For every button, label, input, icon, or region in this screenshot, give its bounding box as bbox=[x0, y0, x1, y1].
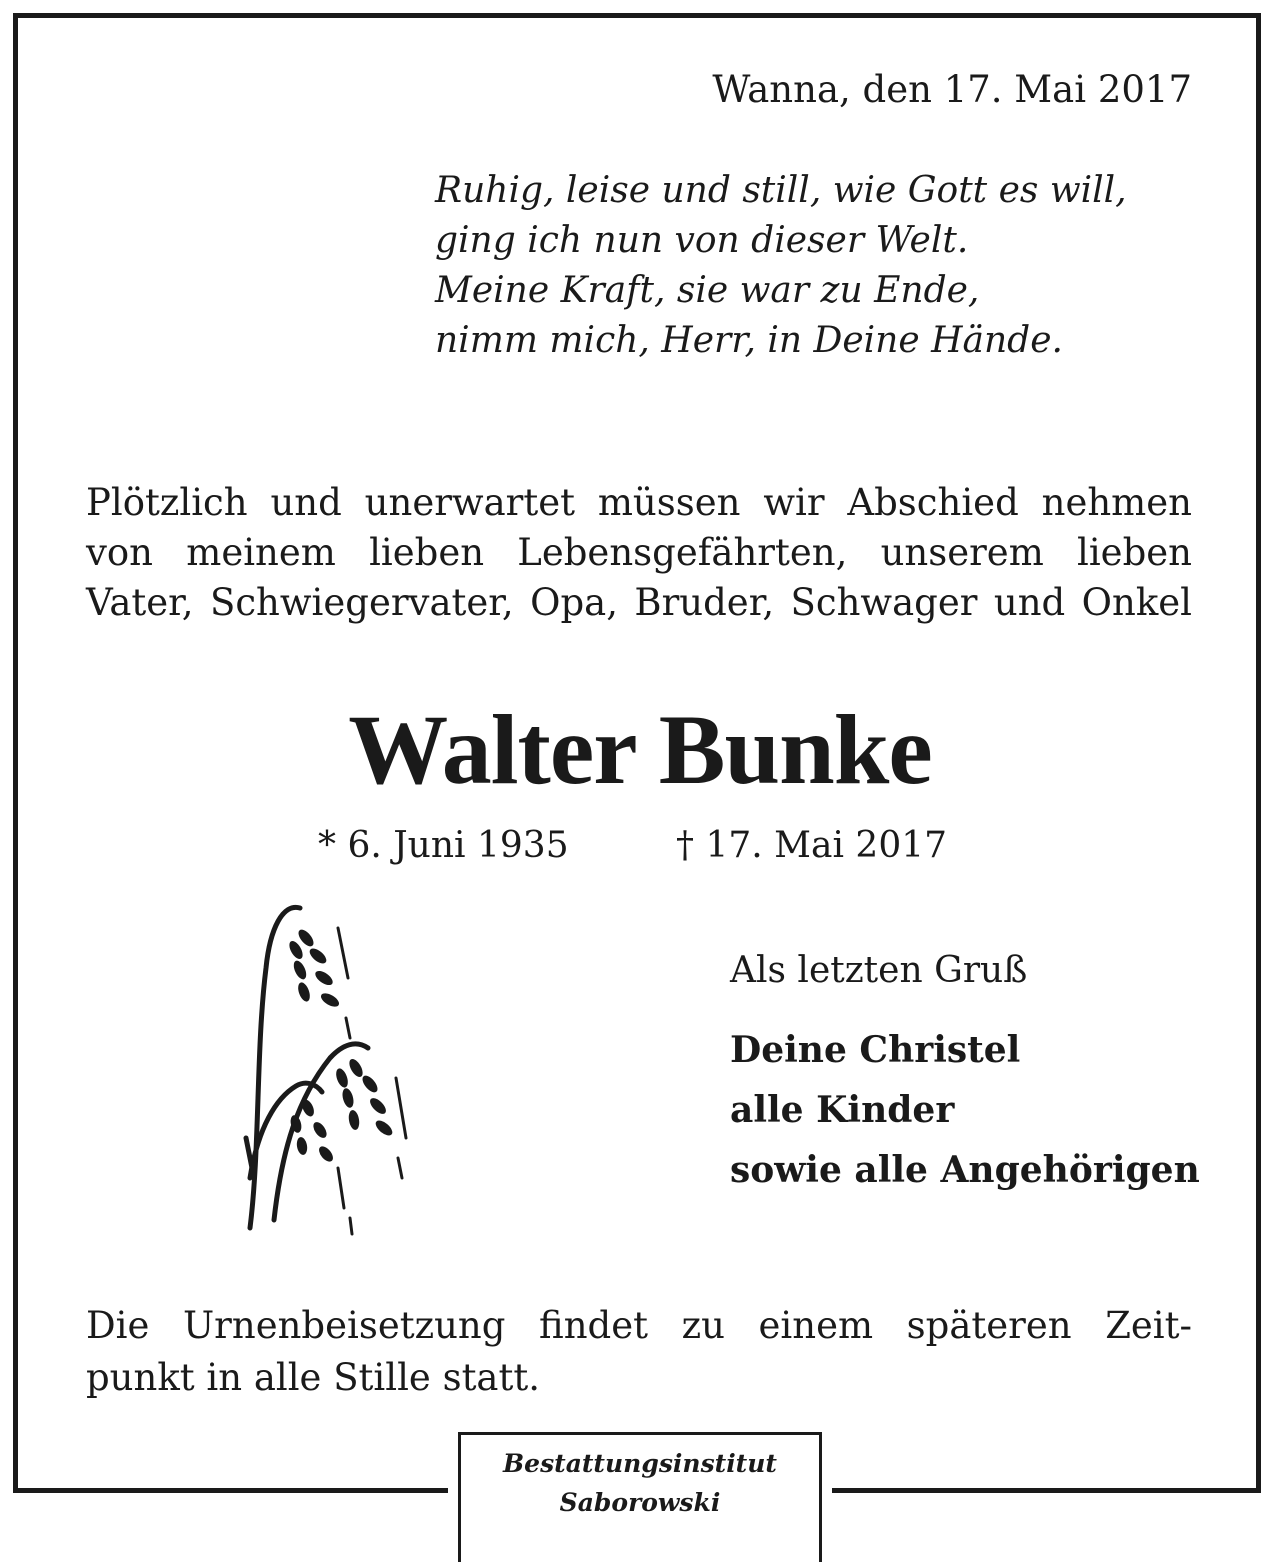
funeral-home-line: Saborowski bbox=[559, 1488, 721, 1517]
death-date: † 17. Mai 2017 bbox=[676, 825, 948, 866]
mourner: Deine Christel bbox=[730, 1029, 1021, 1071]
funeral-home-box bbox=[458, 1432, 822, 1562]
poem bbox=[435, 166, 1127, 366]
deceased-name: Walter Bunke bbox=[348, 694, 932, 805]
dateline: Wanna, den 17. Mai 2017 bbox=[712, 68, 1192, 111]
closing-line: Die Urnenbeisetzung findet zu einem späteren Zeit- bbox=[86, 1304, 1192, 1347]
intro-line: von meinem lieben Lebensgefährten, unserem lieben bbox=[86, 531, 1192, 574]
mourner: sowie alle Angehörigen bbox=[730, 1149, 1200, 1191]
mourner: alle Kinder bbox=[730, 1089, 955, 1131]
mourners-list bbox=[730, 1020, 1200, 1200]
funeral-home-badge bbox=[448, 1424, 832, 1564]
closing-line: punkt in alle Stille statt. bbox=[86, 1356, 540, 1399]
intro-line: Vater, Schwiegervater, Opa, Bruder, Schwager und Onkel bbox=[86, 581, 1192, 624]
birth-date: * 6. Juni 1935 bbox=[318, 825, 569, 866]
closing-text bbox=[86, 1300, 1192, 1404]
poem-line: Meine Kraft, sie war zu Ende, bbox=[435, 270, 980, 311]
wheat-icon bbox=[238, 898, 428, 1240]
poem-line: Ruhig, leise und still, wie Gott es will, bbox=[435, 170, 1127, 211]
intro-text bbox=[86, 478, 1192, 628]
funeral-home-line: Bestattungsinstitut bbox=[503, 1449, 777, 1478]
intro-line: Plötzlich und unerwartet müssen wir Abschied nehmen bbox=[86, 481, 1192, 524]
poem-line: nimm mich, Herr, in Deine Hände. bbox=[435, 320, 1063, 361]
poem-line: ging ich nun von dieser Welt. bbox=[435, 220, 969, 261]
greeting: Als letzten Gruß bbox=[730, 950, 1028, 991]
